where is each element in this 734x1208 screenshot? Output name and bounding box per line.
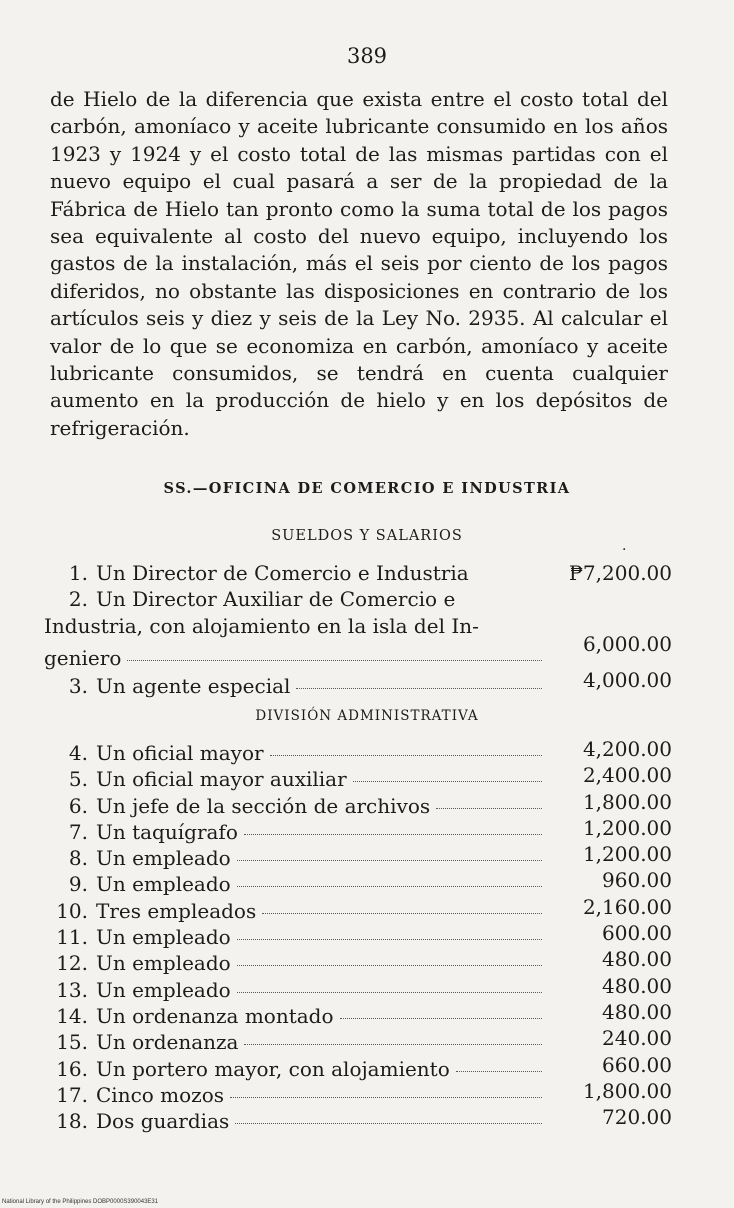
dot-leader	[436, 808, 542, 809]
entry-text: Un portero mayor, con alojamiento	[96, 1056, 450, 1081]
page-number: 389	[346, 44, 388, 68]
entry-text: Un empleado	[96, 951, 231, 976]
entry-amount: 6,000.00	[582, 631, 672, 656]
entry-amount: 4,200.00	[582, 737, 672, 761]
stray-mark: ·	[622, 542, 627, 558]
entry-label	[50, 819, 238, 845]
entry-label	[50, 560, 469, 586]
footer-watermark: National Library of the Philippines DOBP0000S390043E31	[2, 1199, 159, 1205]
dot-leader	[456, 1071, 542, 1072]
entry-text: Un oficial mayor auxiliar	[96, 767, 347, 792]
entry-text: Un oficial mayor	[96, 741, 264, 765]
dot-leader	[237, 886, 542, 887]
subsection-title-sueldos: SUELDOS Y SALARIOS	[271, 528, 463, 544]
entry-label	[50, 1029, 238, 1055]
dot-leader	[296, 688, 542, 689]
entry-text: geniero	[44, 645, 122, 670]
salary-list-2	[50, 737, 672, 1134]
dot-leader	[340, 1018, 542, 1019]
entry-label	[50, 1082, 224, 1108]
entry-amount: 2,160.00	[582, 894, 672, 919]
entry-amount: 480.00	[602, 973, 672, 998]
entry-label	[50, 673, 290, 699]
entry-label	[50, 1108, 229, 1134]
entry-text: Un empleado	[96, 872, 231, 897]
entry-amount: 4,000.00	[582, 668, 672, 693]
list-item	[50, 668, 672, 699]
entry-number: 17.	[56, 1082, 88, 1107]
entry-amount: 2,400.00	[582, 763, 672, 788]
entry-number: 1.	[68, 561, 88, 585]
dot-leader	[230, 1097, 542, 1098]
dot-leader	[237, 860, 542, 861]
entry-text: Un jefe de la sección de archivos	[96, 793, 431, 818]
entry-number: 2.	[68, 587, 88, 612]
entry-amount: 1,800.00	[582, 1078, 672, 1103]
entry-label	[50, 1056, 450, 1082]
entry-number: 9.	[68, 872, 88, 897]
entry-amount: 600.00	[602, 921, 672, 946]
entry-text: Industria, con alojamiento en la isla del In-	[44, 613, 479, 638]
list-item	[50, 586, 672, 612]
entry-number: 11.	[56, 925, 88, 950]
entry-label	[50, 1003, 334, 1029]
entry-label	[50, 977, 231, 1003]
entry-number: 10.	[56, 898, 88, 923]
entry-label	[50, 586, 455, 612]
entry-amount: 1,200.00	[582, 842, 672, 867]
entry-amount: 480.00	[602, 947, 672, 972]
entry-amount: 240.00	[602, 1026, 672, 1051]
entry-amount: ₱7,200.00	[568, 561, 672, 585]
dot-leader	[237, 965, 542, 966]
entry-number: 14.	[56, 1003, 88, 1028]
entry-amount: 720.00	[602, 1105, 672, 1130]
body-paragraph: de Hielo de la diferencia que exista entre el costo total del carbón, amoníaco y aceite lubricante consumido en los años 1923 y 1924 y el costo total de las mismas partidas con el nuevo equipo el cual pasará a ser de la propiedad de la Fábrica de Hielo tan pronto como la suma total de los pagos sea equivalente al costo del nuevo equipo, incluyendo los gastos de la instalación, más el seis por ciento de los pagos diferidos, no obstante las disposiciones en contrario de los artículos seis y diez y seis de la Ley No. 2935. Al calcular el valor de lo que se economiza en carbón, amoníaco y aceite lubricante consumidos, se tendrá en cuenta cualquier aumento en la producción de hielo y en los depósitos de refrigeración.	[50, 87, 668, 440]
entry-number: 5.	[68, 767, 88, 792]
section-title: SS.—OFICINA DE COMERCIO E INDUSTRIA	[163, 480, 571, 497]
entry-label	[50, 898, 256, 924]
entry-text: Un ordenanza	[96, 1030, 239, 1055]
list-item	[50, 560, 672, 586]
entry-text: Un agente especial	[96, 674, 291, 699]
entry-text: Un Director Auxiliar de Comercio e	[96, 587, 456, 612]
entry-label	[50, 924, 231, 950]
entry-text: Un empleado	[96, 846, 231, 871]
dot-leader	[237, 992, 542, 993]
entry-amount: 660.00	[602, 1052, 672, 1077]
entry-label	[50, 871, 231, 897]
entry-number: 15.	[56, 1030, 88, 1055]
entry-text: Un taquígrafo	[96, 819, 238, 844]
entry-text: Un Director de Comercio e Industria	[96, 561, 469, 585]
dot-leader	[244, 834, 542, 835]
entry-number: 8.	[68, 846, 88, 871]
entry-label	[50, 950, 231, 976]
subsection-title-division: DIVISIÓN ADMINISTRATIVA	[255, 708, 479, 724]
entry-amount: 960.00	[602, 868, 672, 893]
entry-number: 16.	[56, 1056, 88, 1081]
dot-leader	[353, 781, 542, 782]
dot-leader	[235, 1123, 542, 1124]
entry-amount: 480.00	[602, 999, 672, 1024]
dot-leader	[262, 913, 542, 914]
entry-number: 13.	[56, 977, 88, 1002]
entry-number: 3.	[68, 674, 88, 699]
entry-text: Tres empleados	[96, 898, 257, 923]
entry-text: Cinco mozos	[96, 1082, 225, 1107]
entry-text: Un empleado	[96, 925, 231, 950]
dot-leader	[237, 939, 542, 940]
entry-number: 18.	[56, 1109, 88, 1134]
entry-number: 4.	[68, 741, 88, 765]
entry-label	[50, 740, 264, 766]
entry-text: Un ordenanza montado	[96, 1003, 334, 1028]
entry-amount: 1,800.00	[582, 789, 672, 814]
entry-text: Dos guardias	[96, 1109, 230, 1134]
entry-label	[50, 766, 347, 792]
entry-number: 7.	[68, 819, 88, 844]
salary-list-1	[44, 560, 672, 699]
entry-label	[50, 845, 231, 871]
entry-amount: 1,200.00	[582, 815, 672, 840]
dot-leader	[244, 1044, 542, 1045]
list-item	[50, 1105, 672, 1134]
dot-leader	[270, 755, 542, 756]
dot-leader	[127, 660, 542, 661]
entry-text: Un empleado	[96, 977, 231, 1002]
entry-label	[50, 793, 430, 819]
entry-number: 12.	[56, 951, 88, 976]
entry-number: 6.	[68, 793, 88, 818]
